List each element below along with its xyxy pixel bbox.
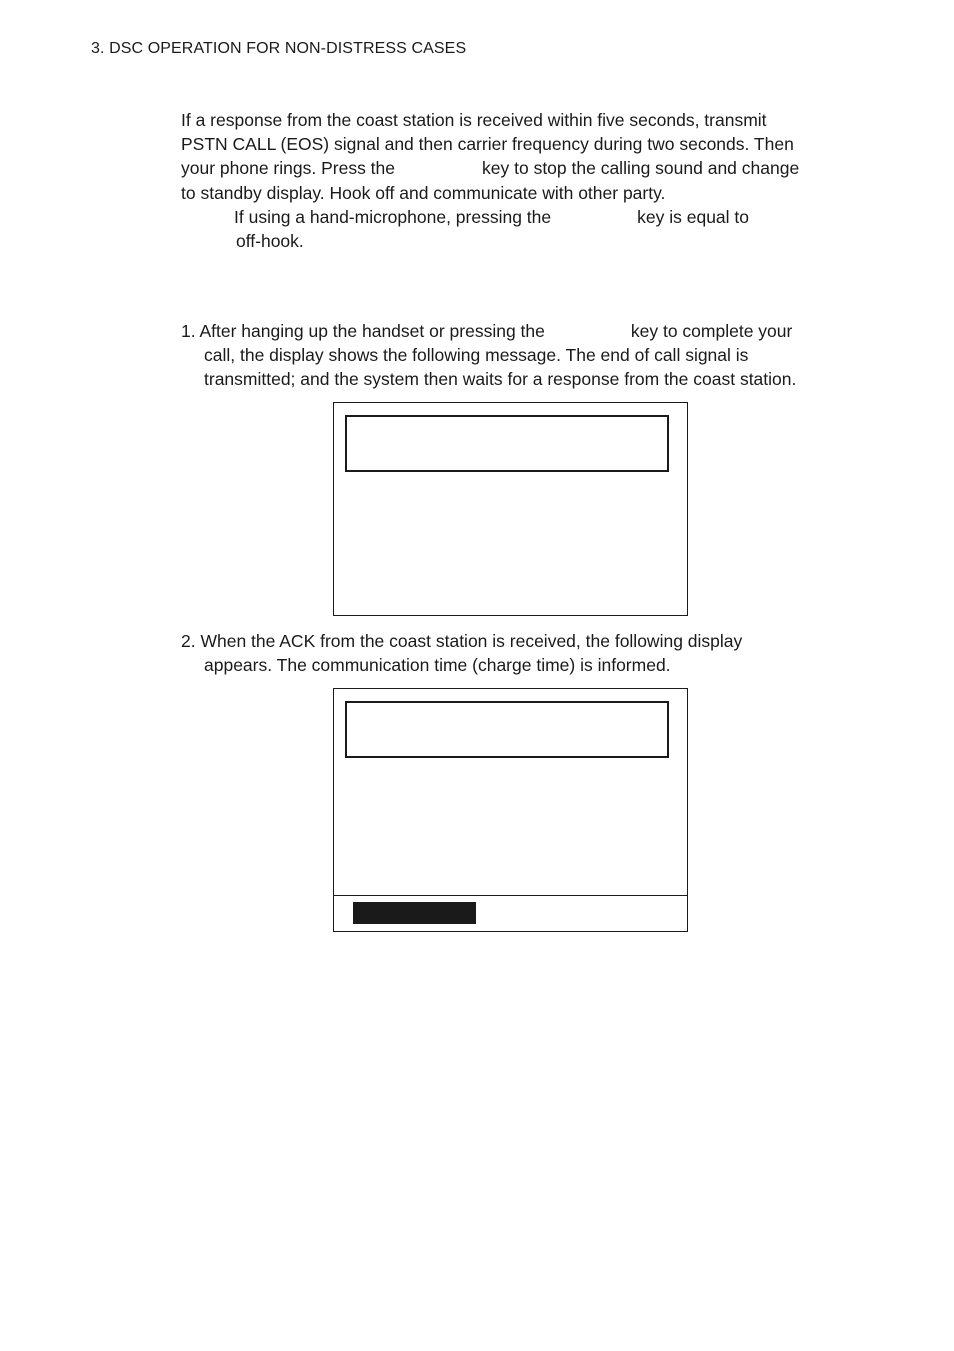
intro-line-2: PSTN CALL (EOS) signal and then carrier frequency during two seconds. Then	[181, 134, 794, 155]
intro-line-3	[181, 156, 841, 180]
step-1-line-1a: 1. After hanging up the handset or pressing the	[181, 321, 545, 341]
step-1-line-1	[181, 319, 841, 343]
intro-line-3a: your phone rings. Press the	[181, 158, 396, 179]
intro-line-4: to standby display. Hook off and communicate with other party.	[181, 182, 666, 203]
step-2-line-1: 2. When the ACK from the coast station is received, the following display	[181, 631, 743, 651]
note-line-1	[181, 205, 841, 229]
intro-line-3b: key to stop the calling sound and change	[482, 158, 800, 179]
step-1-line-2: call, the display shows the following message. The end of call signal is	[204, 345, 749, 366]
display-softkey-highlight	[353, 902, 476, 924]
step-2-line-2: appears. The communication time (charge time) is informed.	[204, 655, 671, 676]
display-title-box	[345, 701, 669, 758]
step-1-line-1b: key to complete your	[630, 321, 793, 341]
note-line-1a: If using a hand-microphone, pressing the	[234, 206, 552, 227]
intro-line-1: If a response from the coast station is received within five seconds, transmit	[181, 110, 767, 130]
display-title-box	[345, 415, 669, 472]
display-softkey-divider	[334, 895, 687, 896]
intro-paragraph	[181, 108, 841, 253]
section-header: 3. DSC OPERATION FOR NON-DISTRESS CASES	[91, 40, 467, 57]
note-line-2: off-hook.	[236, 231, 304, 252]
step-1-line-3: transmitted; and the system then waits for a response from the coast station.	[204, 369, 797, 390]
note-line-1b: key is equal to	[637, 206, 750, 227]
step-1	[181, 319, 841, 392]
step-2	[181, 629, 841, 677]
